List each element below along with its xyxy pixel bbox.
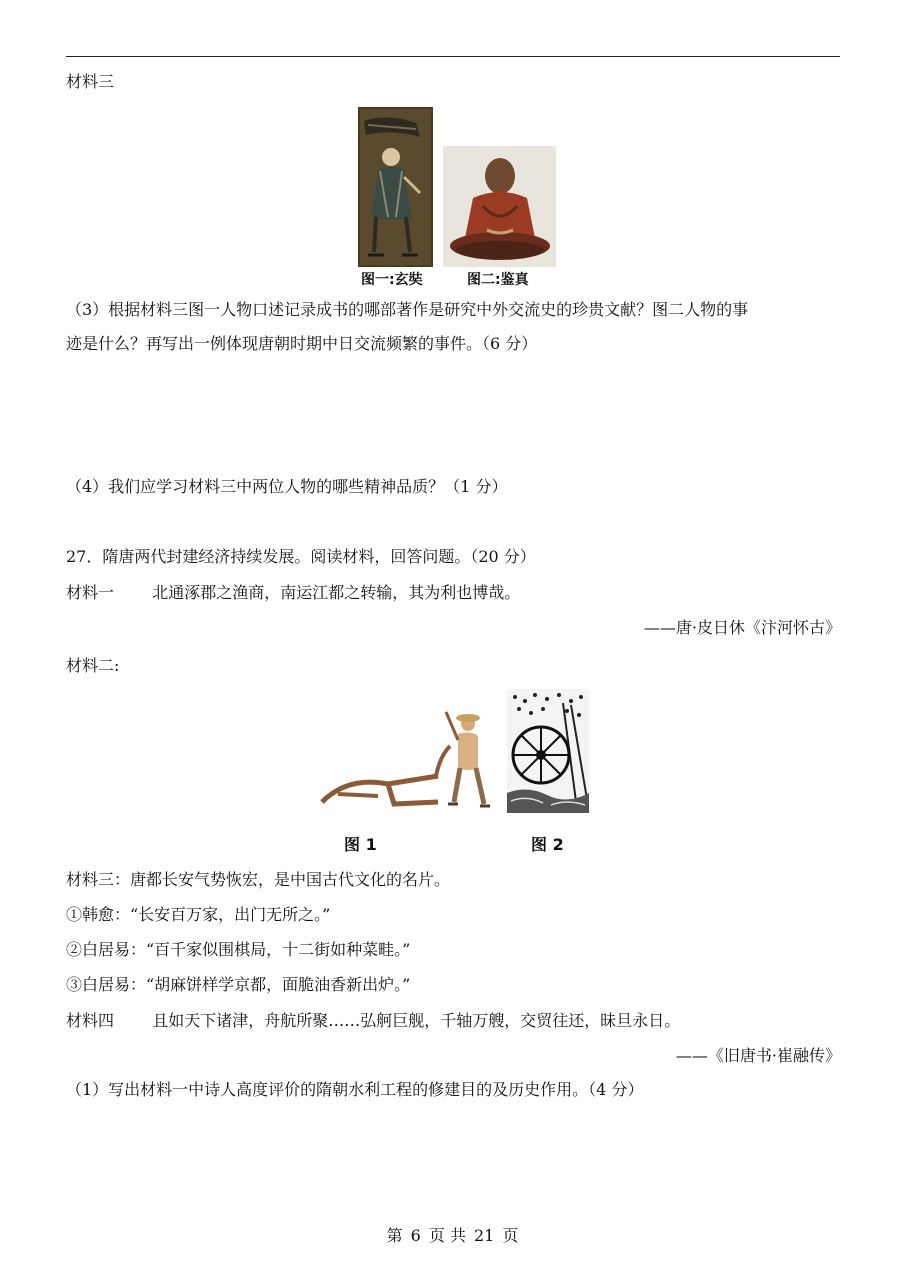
footer-prefix: 第 [386,1226,403,1245]
material3-intro: 材料三：唐都长安气势恢宏，是中国古代文化的名片。 [66,870,451,889]
footer-page-number: 6 [410,1226,421,1245]
material3-heading: 材料三 [66,72,115,91]
question-3-line-2: 迹是什么？再写出一例体现唐朝时期中日交流频繁的事件。（6 分） [66,334,538,353]
question-27-title: 27．隋唐两代封建经济持续发展。阅读材料，回答问题。（20 分） [66,547,536,566]
question-3-line-1: （3）根据材料三图一人物口述记录成书的哪部著作是研究中外交流史的珍贵文献？图二人物的事 [66,300,749,319]
material1-text: 北通涿郡之渔商，南运江都之转输，其为利也博哉。 [152,583,521,602]
material1-source: ——唐·皮日休《汴河怀古》 [643,618,841,637]
xuanzang-painting [358,107,433,267]
material4-label: 材料四 [66,1011,115,1030]
material2-label: 材料二: [66,656,120,675]
waterwheel-woodcut [507,689,589,813]
footer-total-pages: 21 [473,1226,495,1245]
footer-mid: 页 共 [428,1226,466,1245]
material4-text: 且如天下诸津，舟航所聚……弘舸巨舰，千轴万艘，交贸往还，昧旦永日。 [152,1011,681,1030]
figure-2-caption: 图 2 [531,835,564,854]
jianzhen-statue [443,146,556,267]
material3-quote-3: ③白居易：“胡麻饼样学京都，面脆油香新出炉。” [66,975,411,994]
figure-caption-jianzhen: 图二:鉴真 [467,272,529,288]
material3-quote-2: ②白居易：“百千家似围棋局，十二街如种菜畦。” [66,940,411,959]
material1-label: 材料一 [66,583,115,602]
page-footer [0,1223,905,1246]
plough-farmer-illustration [318,706,492,812]
material4-source: ——《旧唐书·崔融传》 [675,1046,841,1065]
footer-suffix: 页 [502,1226,519,1245]
question-4: （4）我们应学习材料三中两位人物的哪些精神品质？（1 分） [66,477,508,496]
figure-1-caption: 图 1 [344,835,377,854]
question-27-1: （1）写出材料一中诗人高度评价的隋朝水利工程的修建目的及历史作用。（4 分） [66,1080,644,1099]
material1-block [66,581,520,605]
material4-block [66,1009,680,1033]
header-rule [66,56,840,57]
material3-quote-1: ①韩愈：“长安百万家，出门无所之。” [66,905,331,924]
figure-caption-xuanzang: 图一:玄奘 [361,272,423,288]
